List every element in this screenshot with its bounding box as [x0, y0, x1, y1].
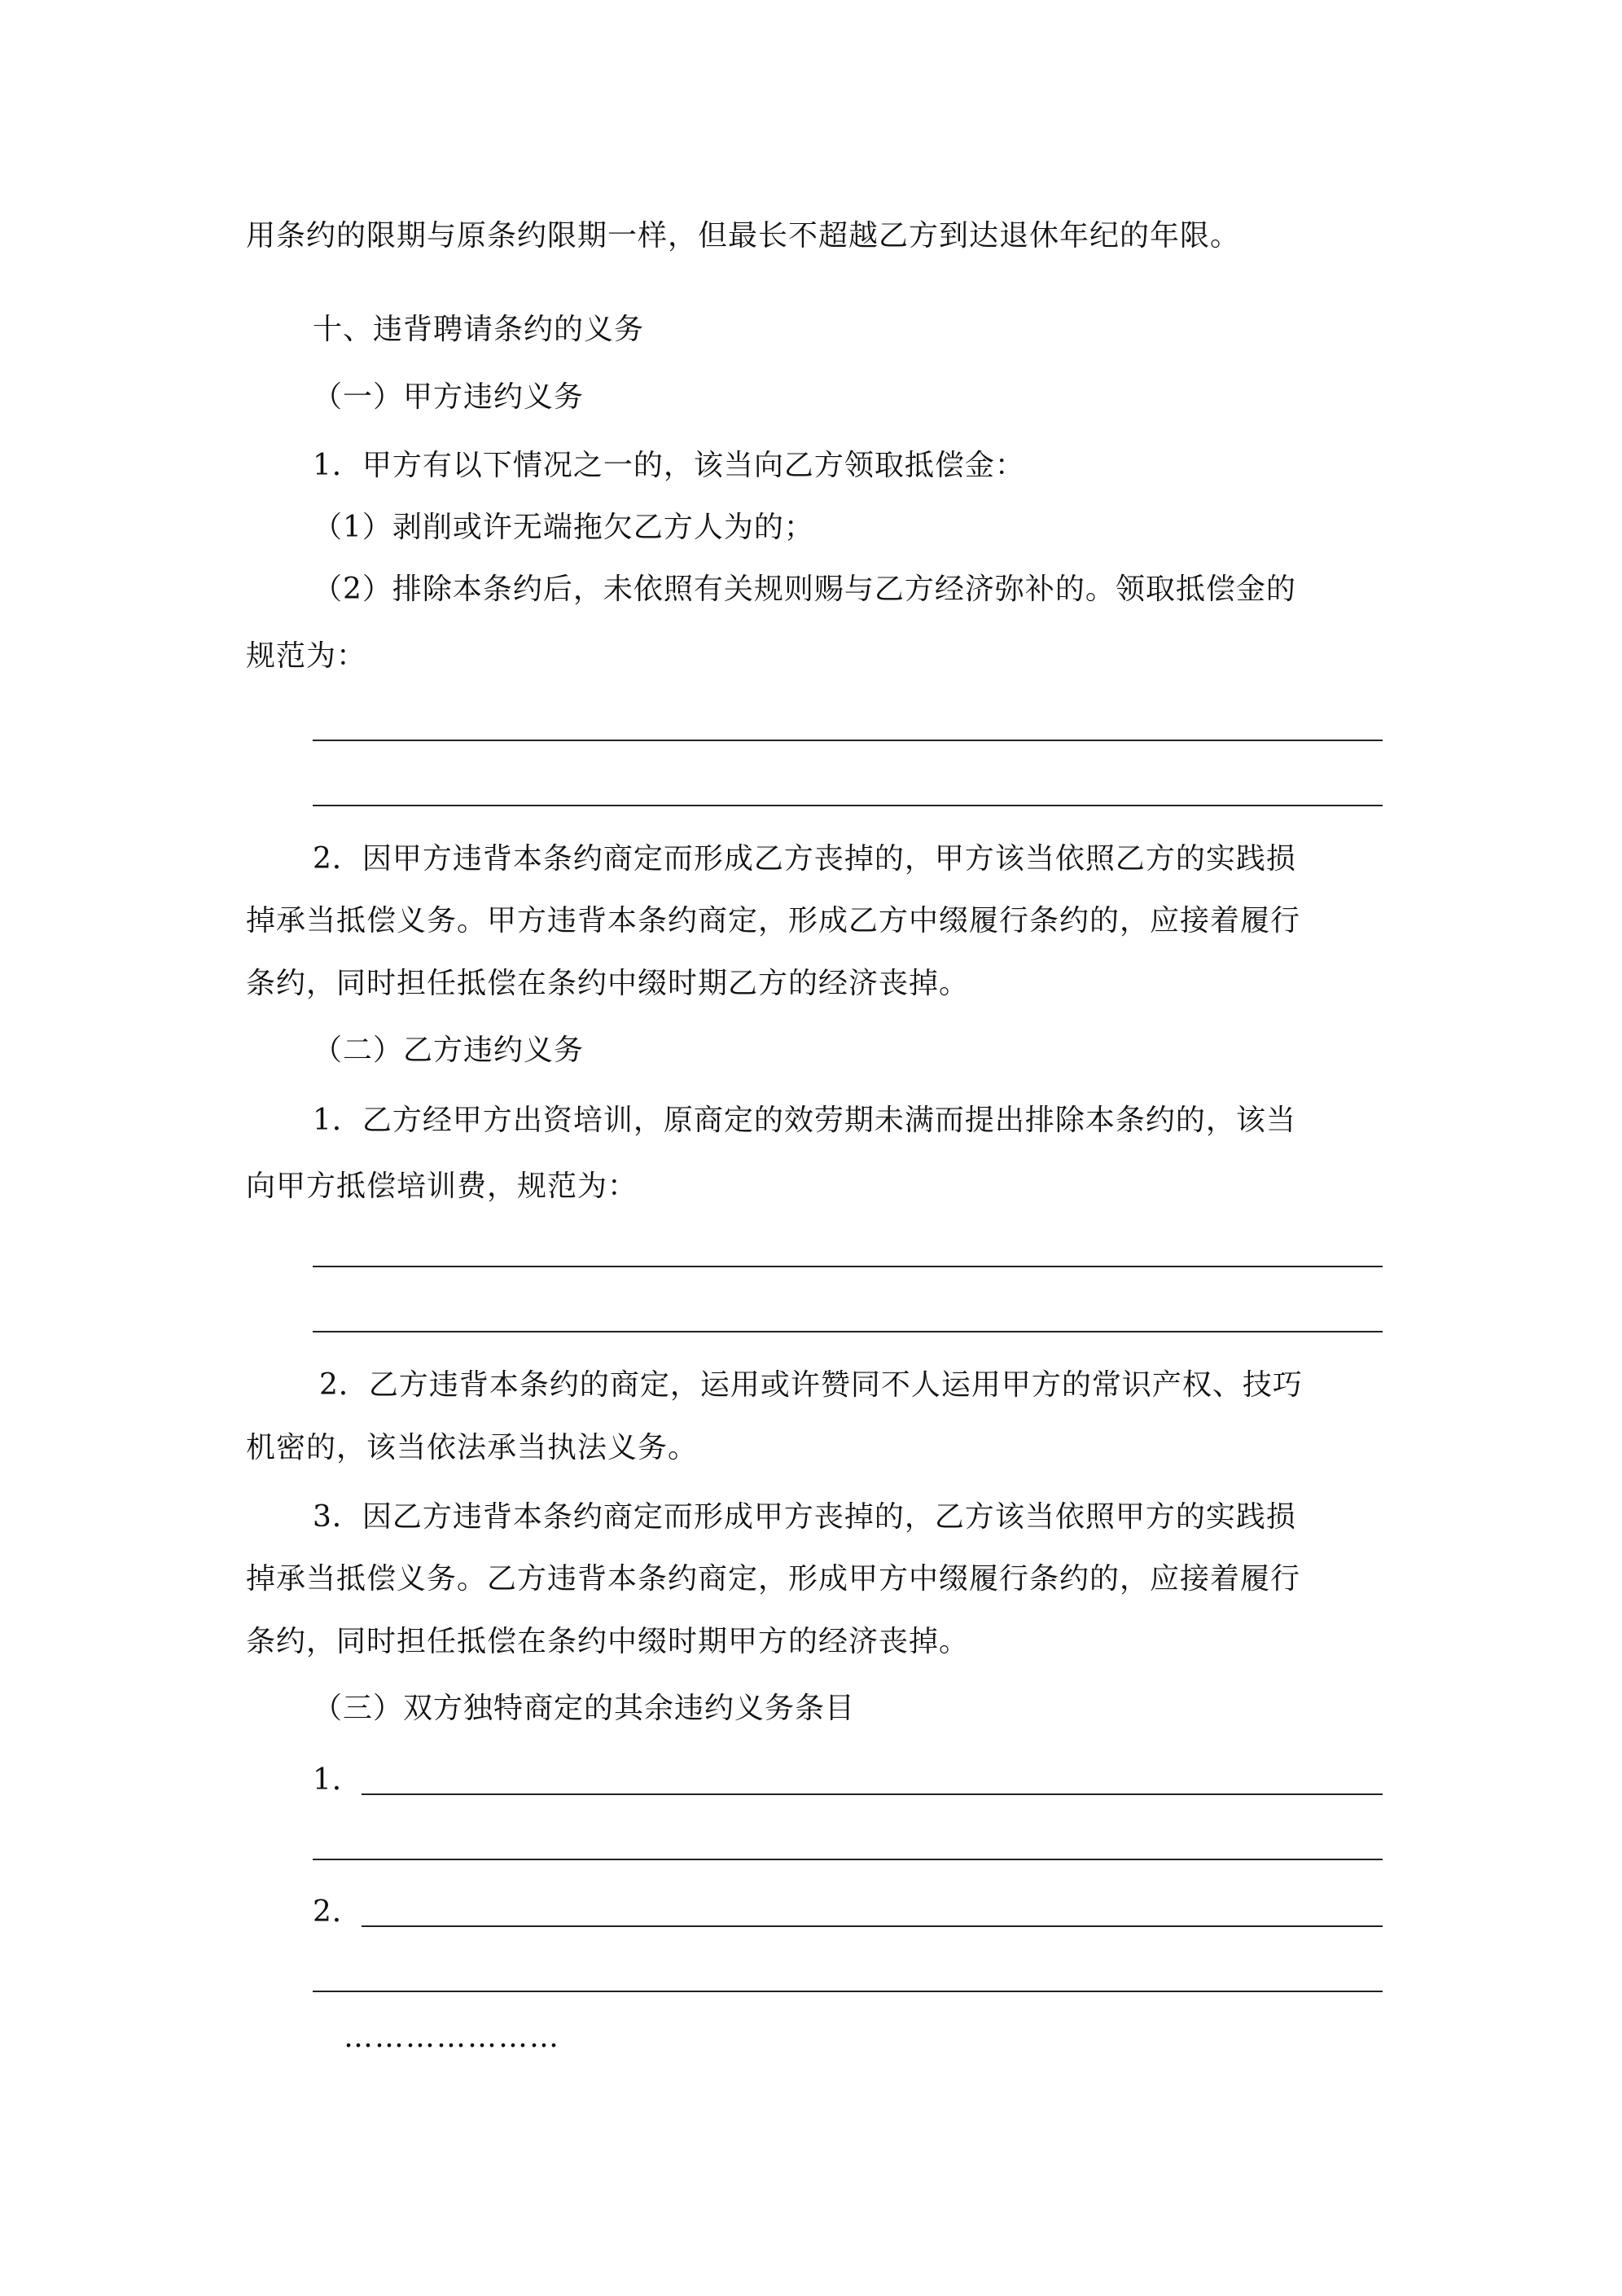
item-2-label: 2． [313, 1895, 362, 1929]
blank-line[interactable] [313, 740, 1383, 741]
ellipsis: ………………… [344, 2021, 560, 2054]
clause-1-1-b-line1: （2）排除本条约后，未依照有关规则赐与乙方经济弥补的。领取抵偿金的 [313, 573, 1296, 606]
clause-2-2-line1: 2．乙方违背本条约的商定，运用或许赞同不人运用甲方的常识产权、技巧 [319, 1368, 1303, 1402]
blank-line[interactable] [313, 1991, 1383, 1992]
blank-line[interactable] [313, 1859, 1383, 1860]
clause-2-1-line2: 向甲方抵偿培训费，规范为： [246, 1170, 638, 1203]
clause-1-2-line3: 条约，同时担任抵偿在条约中缀时期乙方的经济丧掉。 [246, 967, 970, 1000]
clause-2-3-line3: 条约，同时担任抵偿在条约中缀时期甲方的经济丧掉。 [246, 1625, 970, 1658]
clause-1-1-a: （1）剥削或许无端拖欠乙方人为的； [313, 511, 814, 544]
clause-1-2-line1: 2．因甲方违背本条约商定而形成乙方丧掉的，甲方该当依照乙方的实践损 [313, 842, 1296, 876]
clause-1-2-line2: 掉承当抵偿义务。甲方违背本条约商定，形成乙方中缀履行条约的，应接着履行 [246, 904, 1301, 937]
blank-line[interactable] [313, 1331, 1383, 1332]
clause-1-1-b-line2: 规范为： [246, 639, 367, 673]
clause-2-3-line1: 3．因乙方违背本条约商定而形成甲方丧掉的，乙方该当依照甲方的实践损 [313, 1500, 1296, 1534]
blank-line[interactable] [313, 1266, 1383, 1267]
clause-2-2-line2: 机密的，该当依法承当执法义务。 [246, 1431, 699, 1464]
blank-line[interactable] [362, 1925, 1383, 1927]
blank-line[interactable] [362, 1793, 1383, 1795]
item-1-label: 1． [313, 1763, 362, 1797]
clause-2-3-line2: 掉承当抵偿义务。乙方违背本条约商定，形成甲方中缀履行条约的，应接着履行 [246, 1562, 1301, 1596]
subsection-title-party-a: （一）甲方违约义务 [313, 380, 585, 414]
subsection-title-other: （三）双方独特商定的其余违约义务条目 [313, 1692, 856, 1725]
paragraph-line: 用条约的限期与原条约限期一样，但最长不超越乙方到达退休年纪的年限。 [246, 219, 1241, 252]
subsection-title-party-b: （二）乙方违约义务 [313, 1034, 585, 1067]
section-title: 十、违背聘请条约的义务 [313, 313, 645, 346]
clause-1-1: 1．甲方有以下情况之一的，该当向乙方领取抵偿金： [313, 449, 1025, 482]
blank-line[interactable] [313, 805, 1383, 806]
clause-2-1-line1: 1．乙方经甲方出资培训，原商定的效劳期未满而提出排除本条约的，该当 [313, 1104, 1296, 1137]
